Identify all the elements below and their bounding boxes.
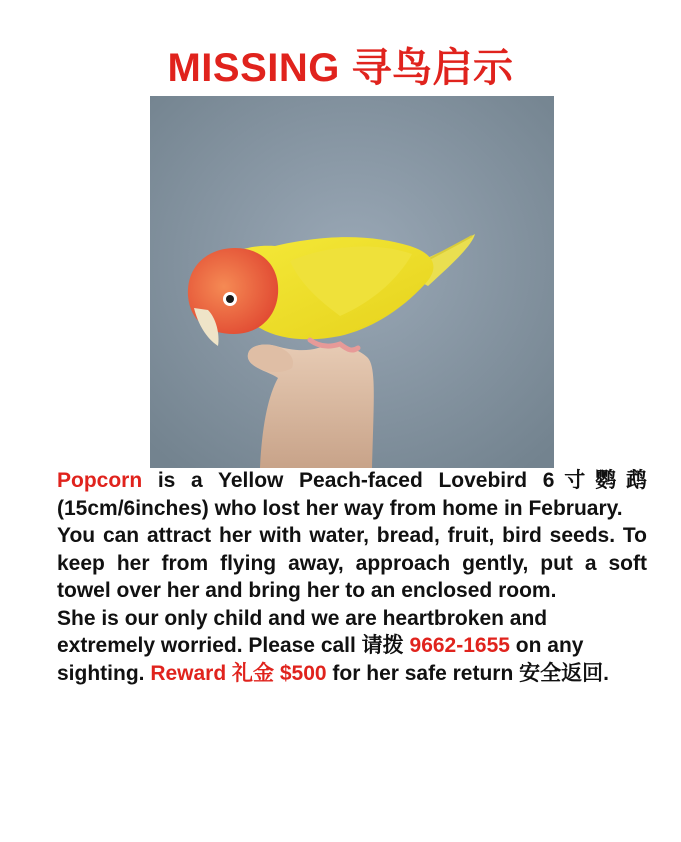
contact-text-c: for her safe return 安全返回. — [326, 661, 609, 685]
lovebird-photo — [150, 96, 554, 468]
description — [57, 467, 647, 687]
paragraph-advice: You can attract her with water, bread, fruit, bird seeds. To keep her from flying away, approach gently, put a soft towel over her and bring her to an enclosed room. — [57, 524, 647, 602]
poster-title: MISSING 寻鸟启示 — [167, 46, 514, 90]
phone-number[interactable]: 9662-1655 — [409, 634, 510, 657]
bird-name: Popcorn — [57, 469, 143, 492]
reward-text: Reward 礼金 $500 — [150, 661, 327, 685]
intro-text: is a Yellow Peach-faced Lovebird 6寸鹦鹉 (15cm/6inches) who lost her way from home in February. — [57, 469, 647, 520]
paragraph-contact — [57, 605, 647, 688]
contact-text-b: on any sighting. — [57, 634, 584, 685]
paragraph-intro — [57, 467, 647, 522]
contact-text-a: She is our only child and we are heartbroken and extremely worried. Please call 请拨 — [57, 606, 548, 657]
